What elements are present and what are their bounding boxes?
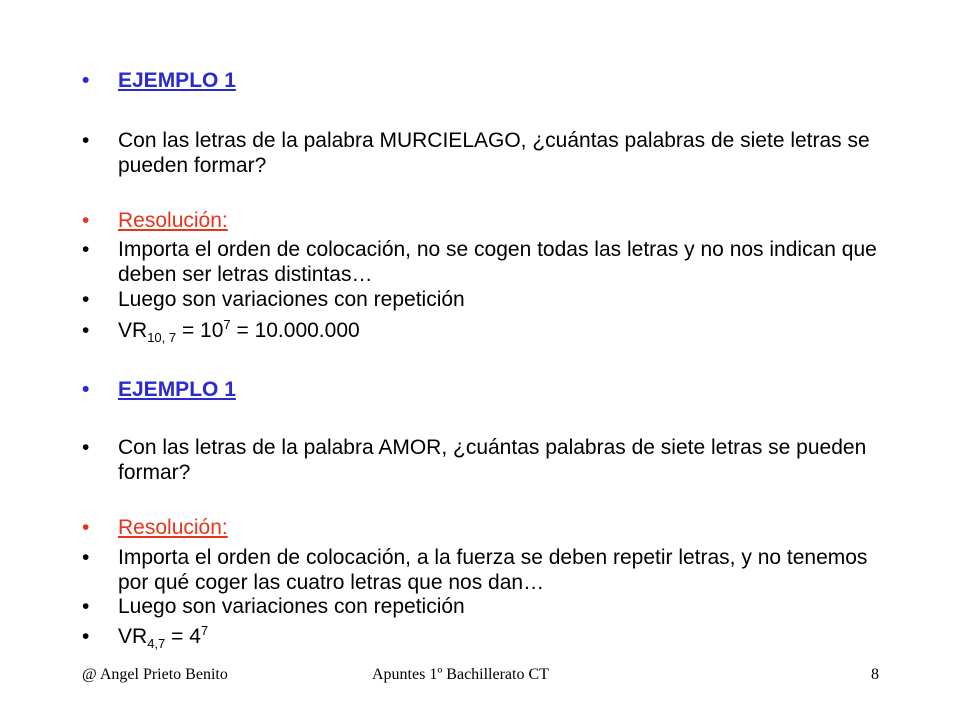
footer-author: @ Angel Prieto Benito [82,666,228,683]
formula-text [118,623,892,652]
point-text: Importa el orden de colocación, no se cogen todas las letras y no nos indican que deben ser letras distintas… [118,238,877,286]
formula-eq1: = 4 [165,625,201,648]
bullet: • [82,129,90,152]
bullet: • [82,595,90,618]
resolution-heading-text: Resolución: [118,209,228,232]
point-text: Importa el orden de colocación, a la fuerza se deben repetir letras, y no tenemos por qué coger las cuatro letras que nos dan… [118,546,868,594]
formula-superscript: 7 [200,623,209,638]
resolution-1-point-1 [82,237,892,287]
bullet: • [82,625,90,648]
question-2 [82,435,892,485]
bullet: • [82,546,90,569]
resolution-2-point-1 [82,545,892,595]
point-text: Luego son variaciones con repetición [118,595,465,618]
formula-eq1: = 10 [176,319,224,342]
bullet: • [82,238,90,261]
example-1-heading [82,68,892,93]
formula-1 [82,317,892,346]
example-heading-text: EJEMPLO 1 [118,69,236,92]
point-text: Luego son variaciones con repetición [118,288,465,311]
resolution-2-point-2 [82,594,892,619]
example-heading-text: EJEMPLO 1 [118,378,236,401]
example-2-heading [82,377,892,402]
footer-course: Apuntes 1º Bachillerato CT [372,666,549,683]
bullet: • [82,288,90,311]
resolution-2-heading [82,515,892,540]
formula-text [118,317,892,346]
question-text: Con las letras de la palabra AMOR, ¿cuántas palabras de siete letras se pueden formar? [118,436,867,484]
bullet: • [82,516,90,539]
formula-2 [82,623,892,652]
formula-subscript: 10, 7 [147,330,177,346]
bullet: • [82,436,90,459]
footer-page-number: 8 [871,666,879,683]
formula-subscript: 4,7 [147,636,166,652]
question-text: Con las letras de la palabra MURCIELAGO, ¿cuántas palabras de siete letras se pueden formar? [118,129,870,177]
bullet: • [82,378,90,401]
formula-vr: VR [118,319,148,342]
question-1 [82,128,892,178]
resolution-1-heading [82,208,892,233]
bullet: • [82,69,90,92]
bullet: • [82,209,90,232]
resolution-1-point-2 [82,287,892,312]
bullet: • [82,319,90,342]
resolution-heading-text: Resolución: [118,516,228,539]
formula-eq2: = 10.000.000 [230,319,360,342]
formula-vr: VR [118,625,148,648]
formula-superscript: 7 [223,317,231,332]
